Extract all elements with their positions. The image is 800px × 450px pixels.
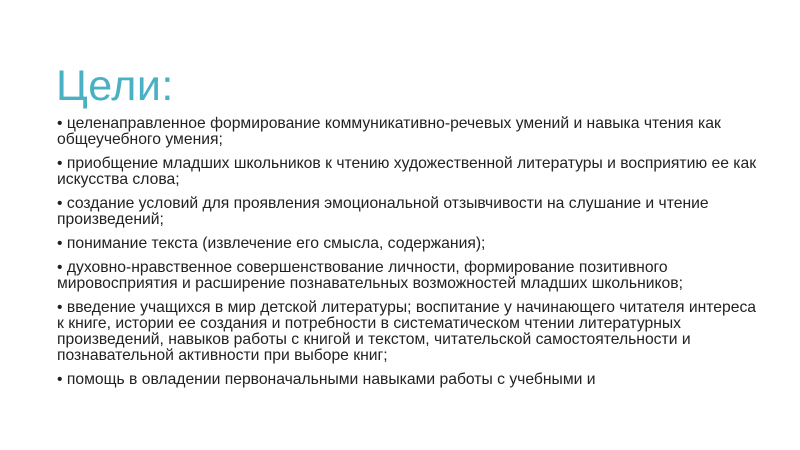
bullet-icon: • (57, 259, 63, 276)
list-item (57, 236, 757, 252)
list-item (57, 156, 757, 188)
list-item (57, 196, 757, 228)
goals-list (57, 116, 757, 396)
bullet-icon: • (57, 235, 63, 252)
bullet-icon: • (57, 155, 63, 172)
list-item (57, 116, 757, 148)
bullet-icon: • (57, 371, 63, 388)
list-item-text: приобщение младших школьников к чтению художественной литературы и восприятию ее как искусства слова; (57, 155, 757, 188)
list-item-text: понимание текста (извлечение его смысла, содержания); (66, 235, 486, 252)
list-item (57, 372, 757, 388)
list-item-text: целенаправленное формирование коммуникативно-речевых умений и навыка чтения как общеучебного умения; (57, 115, 721, 148)
list-item-text: введение учащихся в мир детской литературы; воспитание у начинающего читателя интереса к книге, истории ее создания и потребности в систематическом чтении литературных произведений, навыков работы с книгой и текстом, читательской самостоятельности и познавательной активности при выборе книг; (57, 299, 757, 364)
list-item-text: духовно-нравственное совершенствование личности, формирование позитивного мировосприятия и расширение познавательных возможностей младших школьников; (57, 259, 683, 292)
list-item (57, 300, 757, 364)
list-item-text: создание условий для проявления эмоциональной отзывчивости на слушание и чтение произведений; (57, 195, 709, 228)
slide-title: Цели: (56, 62, 174, 110)
list-item (57, 260, 757, 292)
bullet-icon: • (57, 195, 63, 212)
bullet-icon: • (57, 115, 63, 132)
list-item-text: помощь в овладении первоначальными навыками работы с учебными и (66, 371, 596, 388)
bullet-icon: • (57, 299, 63, 316)
